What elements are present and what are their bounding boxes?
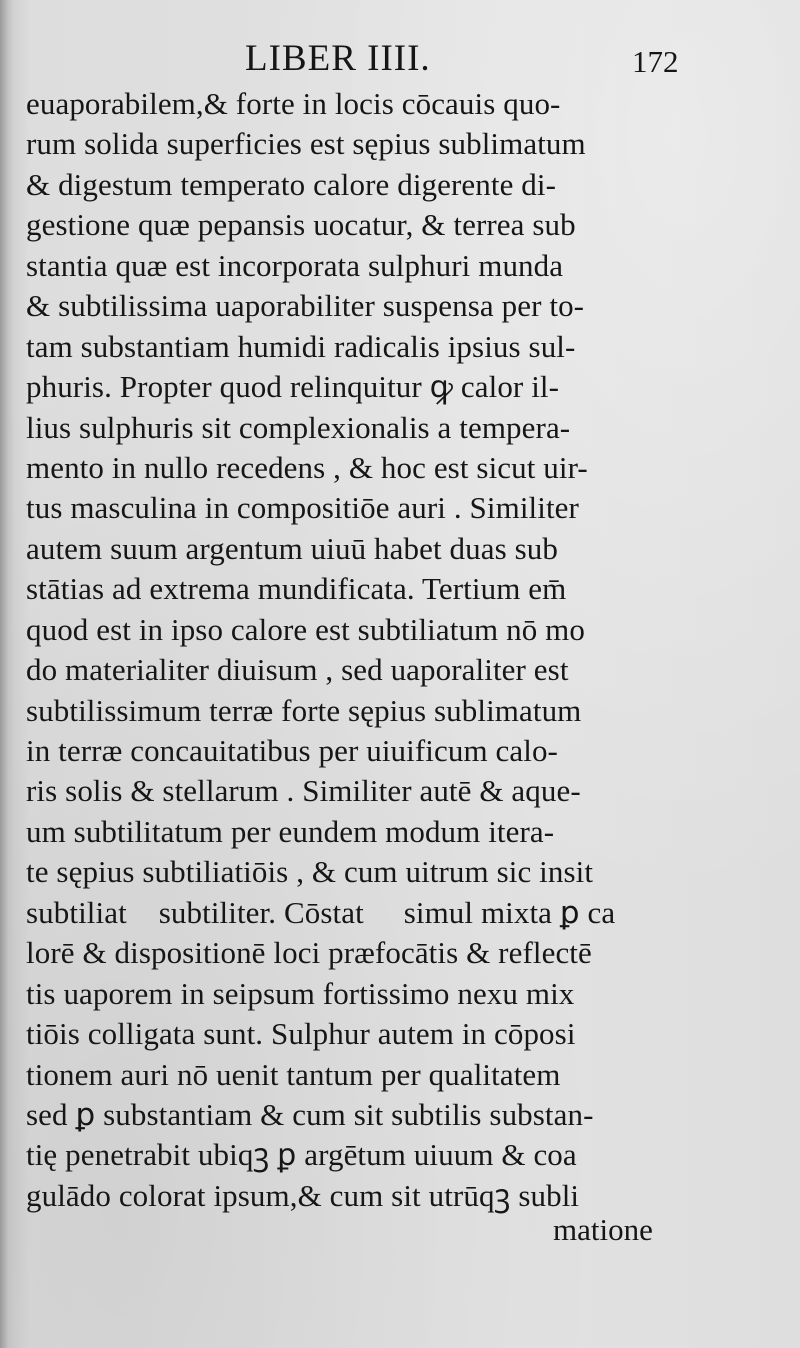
- text-line: & digestum temperato calore digerente di-: [26, 166, 557, 202]
- body-text: [26, 84, 686, 1216]
- text-line: euaporabilem,& forte in locis cōcauis quo-: [26, 86, 561, 121]
- text-line: quod est in ipso calore est subtiliatum nō mo: [26, 611, 585, 647]
- text-line: & subtilissima uaporabiliter suspensa per to-: [26, 288, 585, 324]
- text-line: lius sulphuris sit complexionalis a tempera-: [26, 409, 571, 445]
- text-line: gestione quæ pepansis uocatur, & terrea sub: [26, 207, 576, 243]
- text-line: subtilissimum terræ forte sępius sublimatum: [26, 692, 582, 728]
- text-line: tię penetrabit ubiqꝫ ꝑ argētum uiuum & coa: [26, 1137, 577, 1173]
- text-line: gulādo colorat ipsum,& cum sit utrūqꝫ subli: [26, 1177, 580, 1213]
- text-line: tiōis colligata sunt. Sulphur autem in cōposi: [26, 1016, 576, 1052]
- text-line: ris solis & stellarum . Similiter autē & aque-: [26, 773, 581, 809]
- text-line: stātias ad extrema mundificata. Tertium em̄: [26, 571, 567, 607]
- text-line: in terræ concauitatibus per uiuificum calo-: [26, 733, 558, 768]
- text-line: do materialiter diuisum , sed uaporaliter est: [26, 652, 569, 688]
- text-line: stantia quæ est incorporata sulphuri munda: [26, 247, 564, 283]
- text-line: lorē & dispositionē loci præfocātis & reflectē: [26, 935, 592, 971]
- text-line: phuris. Propter quod relinquitur ꝙ calor il-: [26, 369, 560, 405]
- page-number: 172: [632, 44, 679, 79]
- text-line: te sępius subtiliatiōis , & cum uitrum sic insit: [26, 854, 594, 890]
- text-line: rum solida superficies est sępius sublimatum: [26, 126, 586, 162]
- text-line: tionem auri nō uenit tantum per qualitatem: [26, 1056, 561, 1092]
- text-line: autem suum argentum uiuū habet duas sub: [26, 530, 558, 566]
- text-line: sed ꝑ substantiam & cum sit subtilis substan-: [26, 1096, 594, 1132]
- running-head: LIBER IIII.: [245, 38, 431, 79]
- text-line: tus masculina in compositiōe auri . Similiter: [26, 490, 579, 526]
- text-line: um subtilitatum per eundem modum itera-: [26, 813, 555, 849]
- text-line: subtiliatᷣ subtiliter. Cōstat ꝙ simul mixta ꝑ ca: [26, 894, 616, 930]
- text-line: tam substantiam humidi radicalis ipsius sul-: [26, 328, 576, 364]
- text-line: tis uaporem in seipsum fortissimo nexu mix: [26, 975, 575, 1011]
- page-gutter-shadow: [0, 0, 14, 1348]
- text-line: mento in nullo recedens , & hoc est sicut uir-: [26, 449, 588, 485]
- catchword: matione: [553, 1212, 653, 1247]
